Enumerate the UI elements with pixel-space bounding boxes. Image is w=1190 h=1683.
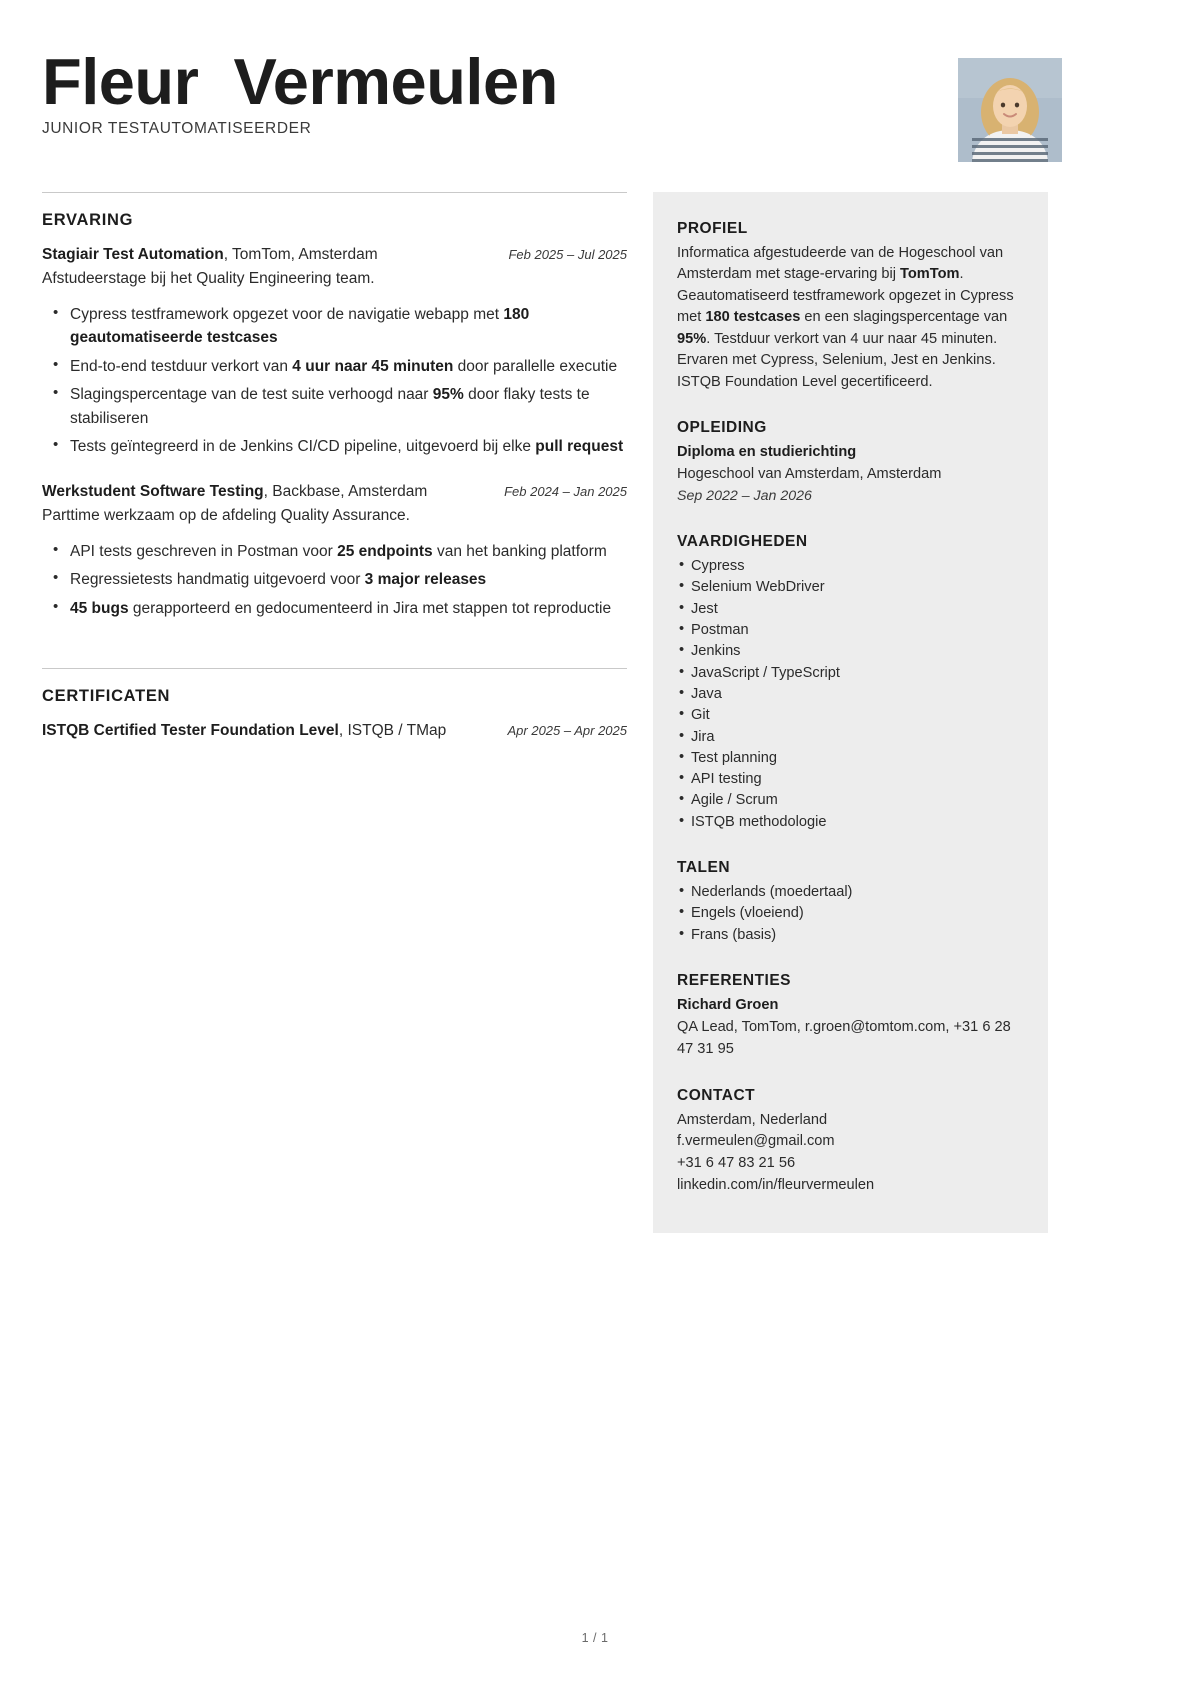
list-item: • API tests geschreven in Postman voor 25 endpoints van het banking platform [70,540,627,564]
certificate-issuer: , ISTQB / TMap [338,722,447,740]
certificate-date: Apr 2025 – Apr 2025 [507,723,627,739]
experience-bullet-list [42,303,627,459]
certificate-entry-title [42,720,508,742]
experience-entry [42,244,627,459]
list-item: • Nederlands (moedertaal) [691,882,1024,903]
list-item: • Jenkins [691,641,1024,662]
list-item: • Agile / Scrum [691,790,1024,811]
list-item: • Engels (vloeiend) [691,903,1024,924]
contact-linkedin[interactable]: linkedin.com/in/fleurvermeulen [677,1177,875,1194]
experience-company: , Backbase, Amsterdam [263,483,428,500]
avatar [958,58,1062,162]
sidebar-title-contact: CONTACT [677,1086,756,1104]
job-title-subtitle: JUNIOR TESTAUTOMATISEERDER [42,120,312,138]
experience-entry [42,481,627,620]
education-date: Sep 2022 – Jan 2026 [677,487,812,504]
sidebar-title-profiel: PROFIEL [677,220,748,237]
divider [42,668,627,669]
list-item: • Postman [691,620,1024,641]
education-school: Hogeschool van Amsterdam, Amsterdam [677,465,942,482]
experience-role: Stagiair Test Automation [42,246,224,263]
list-item: • Frans (basis) [691,925,1024,946]
list-item: • 45 bugs gerapporteerd en gedocumenteerd in Jira met stappen tot reproductie [70,597,627,621]
sidebar-section-contact [677,1087,1024,1198]
contact-email[interactable]: f.vermeulen@gmail.com [677,1133,835,1150]
experience-role: Werkstudent Software Testing [42,483,264,500]
experience-summary: Parttime werkzaam op de afdeling Quality Assurance. [42,507,410,525]
sidebar-section-profiel [677,220,1024,393]
certificate-entry-head [42,720,627,742]
sidebar [653,192,1048,1233]
page-title: Fleur Vermeulen [42,45,558,118]
experience-entry-title [42,244,508,266]
sidebar-section-referenties [677,972,1024,1061]
experience-bullet-list [42,540,627,621]
reference-detail: QA Lead, TomTom, r.groen@tomtom.com, +31 6 28 47 31 95 [677,1018,1011,1057]
experience-entry-head [42,244,627,266]
main-column [42,192,627,765]
profile-paragraph: Informatica afgestudeerde van de Hogeschool van Amsterdam met stage-ervaring bij TomTom. Geautomatiseerd testframework opgezet in Cypress met 180 testcases en een slagingspercentage van 95%. Testduur verkort van 4 uur naar 45 minuten. Ervaren met Cypress, Selenium, Jest en Jenkins. ISTQB Foundation Level gecertificeerd. [677,245,1014,390]
divider [42,192,627,193]
list-item: • API testing [691,769,1024,790]
list-item: • Jira [691,727,1024,748]
list-item: • Java [691,684,1024,705]
resume-body [0,192,1190,1233]
list-item: • Slagingspercentage van de test suite verhoogd naar 95% door flaky tests te stabiliseren [70,383,627,430]
list-item: • Git [691,705,1024,726]
section-title-certificaten: CERTIFICATEN [42,687,171,706]
sidebar-title-talen: TALEN [677,859,731,876]
certificate-entry [42,720,627,742]
section-title-ervaring: ERVARING [42,211,134,229]
spacer [42,642,627,668]
list-item: • Test planning [691,748,1024,769]
list-item: • Regressietests handmatig uitgevoerd voor 3 major releases [70,568,627,592]
sidebar-title-opleiding: OPLEIDING [677,419,767,437]
portrait-photo-icon [958,58,1062,162]
list-item: • Cypress [691,556,1024,577]
page-footer [0,1631,1190,1645]
experience-date: Feb 2024 – Jan 2025 [504,484,627,499]
sidebar-section-opleiding [677,419,1024,507]
contact-phone: +31 6 47 83 21 56 [677,1155,796,1172]
list-item: • Tests geïntegreerd in de Jenkins CI/CD pipeline, uitgevoerd bij elke pull request [70,435,627,459]
sidebar-section-talen [677,859,1024,946]
certificate-name: ISTQB Certified Tester Foundation Level [42,722,339,740]
reference-name: Richard Groen [677,996,779,1013]
list-item: • Selenium WebDriver [691,577,1024,598]
experience-summary: Afstudeerstage bij het Quality Engineering team. [42,270,375,288]
skills-list [677,556,1024,833]
sidebar-title-vaardigheden: VAARDIGHEDEN [677,533,808,551]
experience-company: , TomTom, Amsterdam [223,246,378,263]
education-degree: Diploma en studierichting [677,444,857,461]
languages-list [677,882,1024,946]
sidebar-title-referenties: REFERENTIES [677,971,792,989]
list-item: • Cypress testframework opgezet voor de navigatie webapp met 180 geautomatiseerde testcases [70,303,627,350]
list-item: • Jest [691,599,1024,620]
sidebar-section-vaardigheden [677,533,1024,833]
list-item: • JavaScript / TypeScript [691,663,1024,684]
resume-header [0,0,1190,150]
page-indicator: 1 / 1 [581,1631,609,1645]
experience-entry-title [42,481,504,503]
list-item: • ISTQB methodologie [691,812,1024,833]
contact-location: Amsterdam, Nederland [677,1111,828,1128]
experience-entry-head [42,481,627,503]
experience-date: Feb 2025 – Jul 2025 [508,247,627,262]
list-item: • End-to-end testduur verkort van 4 uur naar 45 minuten door parallelle executie [70,355,627,379]
